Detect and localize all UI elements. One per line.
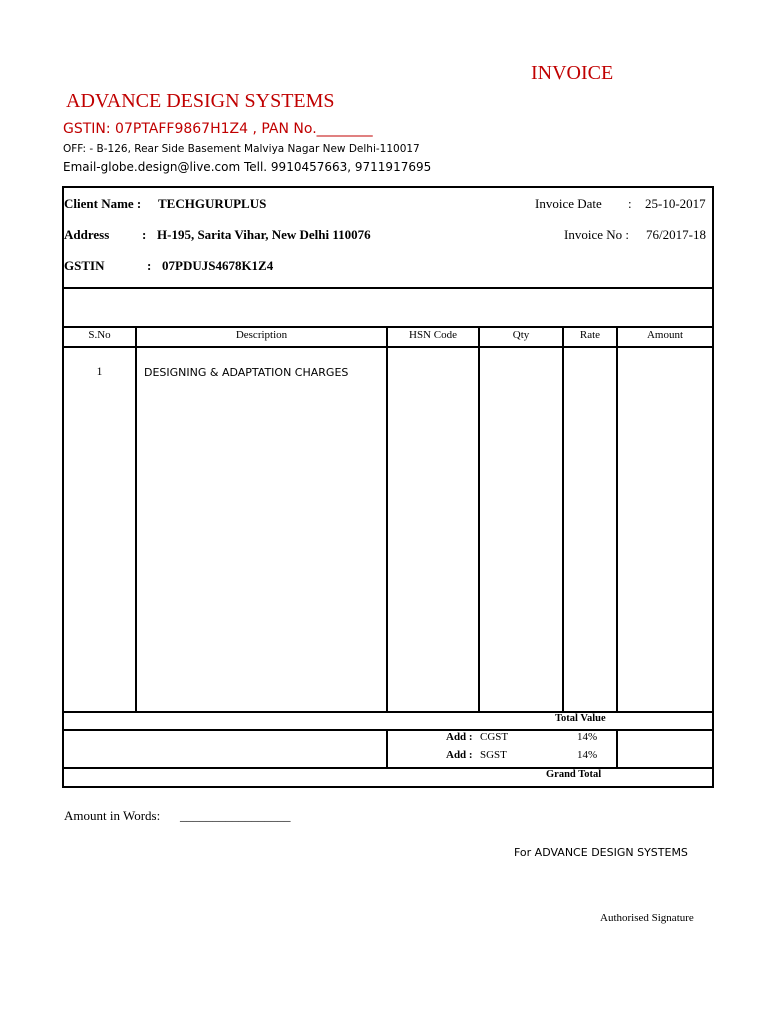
client-address-colon: : <box>142 227 147 242</box>
invoice-date-value: 25-10-2017 <box>645 196 706 211</box>
sgst-rate: 14% <box>577 749 598 761</box>
amount-in-words-label: Amount in Words: <box>64 808 161 823</box>
client-address-label: Address <box>64 227 110 242</box>
cgst-label: CGST <box>480 731 509 743</box>
company-office-address: OFF: - B-126, Rear Side Basement Malviya Nagar New Delhi-110017 <box>63 143 420 155</box>
client-name-label: Client Name : <box>64 196 142 211</box>
invoice-date-colon: : <box>628 196 632 211</box>
row-sno: 1 <box>96 366 103 378</box>
sgst-label: SGST <box>480 749 507 761</box>
row-description: DESIGNING & ADAPTATION CHARGES <box>144 366 349 379</box>
company-gstin-pan: GSTIN: 07PTAFF9867H1Z4 , PAN No.________ <box>63 121 373 137</box>
client-gstin-label: GSTIN <box>64 258 105 273</box>
company-contact: Email-globe.design@live.com Tell. 9910457663, 9711917695 <box>63 160 432 174</box>
cgst-rate: 14% <box>577 731 598 743</box>
grand-total-label: Grand Total <box>546 769 602 780</box>
col-header-rate: Rate <box>579 329 601 341</box>
invoice-number-value: 76/2017-18 <box>646 227 706 242</box>
sgst-prefix: Add : <box>446 749 473 761</box>
cgst-prefix: Add : <box>446 731 473 743</box>
invoice-title: INVOICE <box>531 62 614 84</box>
amount-in-words-blank: _________________ <box>180 808 291 823</box>
col-header-description: Description <box>235 329 288 341</box>
company-name: ADVANCE DESIGN SYSTEMS <box>66 90 335 112</box>
total-value-label: Total Value <box>555 713 606 724</box>
col-header-sno: S.No <box>88 329 111 341</box>
authorised-signature: Authorised Signature <box>600 912 694 924</box>
client-gstin-value: 07PDUJS4678K1Z4 <box>162 258 274 273</box>
col-header-qty: Qty <box>512 329 530 341</box>
client-gstin-colon: : <box>147 258 152 273</box>
for-company: For ADVANCE DESIGN SYSTEMS <box>514 846 688 859</box>
col-header-amount: Amount <box>646 329 684 341</box>
invoice-date-label: Invoice Date <box>535 196 602 211</box>
col-header-hsn: HSN Code <box>409 329 457 341</box>
client-name-value: TECHGURUPLUS <box>158 196 267 211</box>
invoice-number-label: Invoice No : <box>564 227 629 242</box>
client-address-value: H-195, Sarita Vihar, New Delhi 110076 <box>157 227 371 242</box>
